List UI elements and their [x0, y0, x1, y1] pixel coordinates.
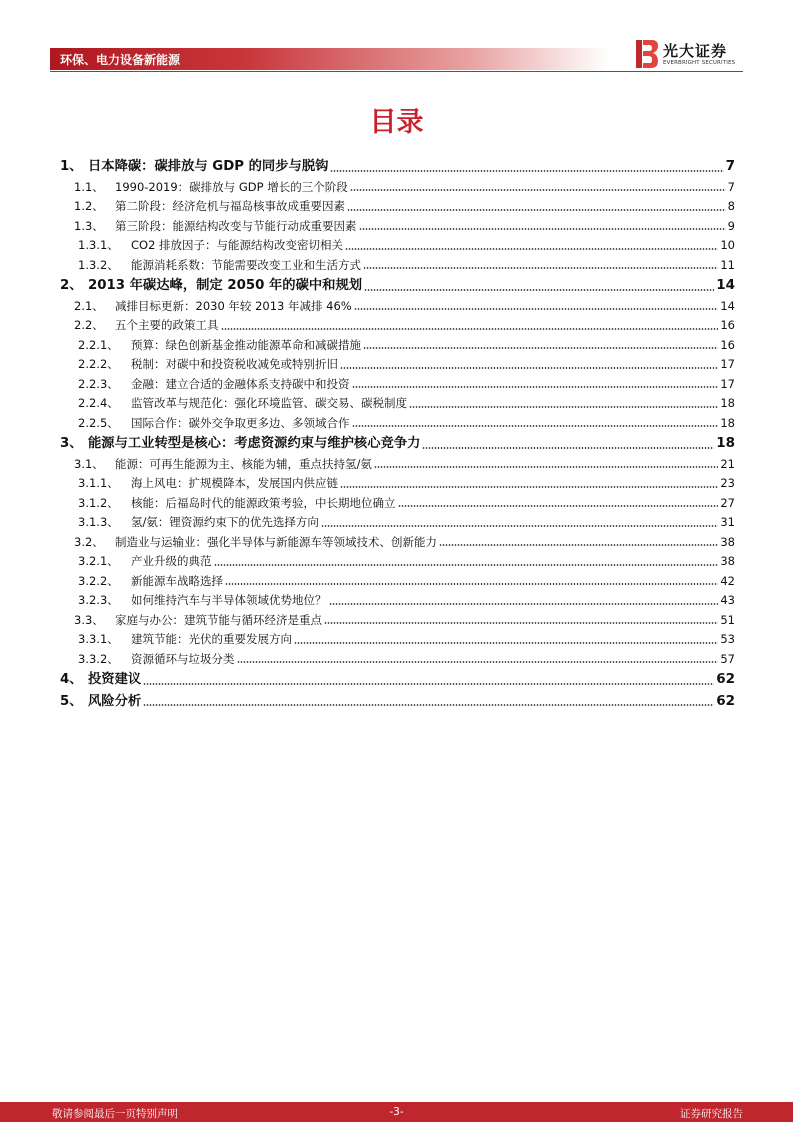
toc-entry-number: 2.2.3、: [78, 376, 119, 391]
toc-entry-number: 2.2.5、: [78, 415, 119, 430]
toc-entry[interactable]: [60, 332, 735, 352]
brand-logo: [636, 38, 746, 72]
toc-dot-leader: [294, 642, 718, 644]
toc-entry[interactable]: [60, 451, 735, 471]
toc-entry-page: 18: [720, 415, 735, 430]
toc-dot-leader: [143, 683, 714, 685]
toc-entry-title: 金融：建立合适的金融体系支持碳中和投资: [131, 376, 350, 391]
toc-entry-number: 3.2.2、: [78, 573, 119, 588]
toc-entry-page: 18: [716, 435, 735, 451]
toc-entry-title: 氢/氨：锂资源约束下的优先选择方向: [131, 515, 319, 529]
toc-entry-page: 7: [727, 179, 735, 194]
toc-entry-number: 2.2.2、: [78, 357, 119, 371]
toc-dot-leader: [345, 248, 718, 250]
toc-entry-title: 第二阶段：经济危机与福岛核事故成重要因素: [115, 199, 345, 213]
toc-entry-number: 3.1.2、: [78, 495, 119, 510]
toc-entry-title: 如何维持汽车与半导体领域优势地位？: [131, 593, 327, 607]
toc-dot-leader: [340, 486, 718, 488]
toc-entry-page: 38: [720, 554, 735, 568]
toc-entry-title: 监管改革与规范化：强化环境监管、碳交易、碳税制度: [131, 396, 407, 410]
toc-entry-number: 2.2.4、: [78, 396, 119, 410]
table-of-contents: [60, 152, 735, 708]
toc-entry-number: 4、: [60, 672, 83, 688]
toc-entry-number: 2.2、: [74, 318, 104, 332]
toc-dot-leader: [350, 189, 726, 191]
toc-entry-page: 23: [720, 476, 735, 490]
toc-entry-title: 1990-2019：碳排放与 GDP 增长的三个阶段: [115, 179, 348, 194]
toc-entry-page: 42: [720, 573, 735, 588]
toc-entry-number: 3.1、: [74, 456, 104, 471]
toc-entry[interactable]: [60, 509, 735, 529]
toc-dot-leader: [330, 170, 723, 172]
toc-entry-title: 减排目标更新：2030 年较 2013 年减排 46%: [115, 298, 352, 313]
toc-entry-page: 62: [716, 692, 735, 709]
toc-entry[interactable]: [60, 587, 735, 607]
toc-entry[interactable]: [60, 607, 735, 627]
toc-entry-title: 能源：可再生能源为主、核能为辅，重点扶持氢/氨: [115, 456, 372, 471]
toc-dot-leader: [439, 544, 718, 546]
toc-dot-leader: [363, 347, 718, 349]
toc-entry-page: 8: [727, 199, 735, 213]
toc-entry-title: 核能：后福岛时代的能源政策考验，中长期地位确立: [131, 495, 396, 510]
toc-entry[interactable]: [60, 232, 735, 252]
toc-entry-number: 1.2、: [74, 199, 104, 213]
toc-entry-page: 7: [725, 158, 735, 174]
toc-entry-number: 3、: [60, 436, 83, 452]
toc-entry-title: CO2 排放因子：与能源结构改变密切相关: [131, 238, 344, 252]
toc-entry-number: 3.3、: [74, 612, 104, 627]
brand-name-en: EVERBRIGHT SECURITIES: [663, 60, 736, 66]
toc-entry-number: 3.2.3、: [78, 593, 119, 607]
toc-dot-leader: [352, 425, 719, 427]
toc-dot-leader: [398, 505, 719, 507]
toc-entry-page: 16: [720, 318, 735, 332]
everbright-logo-icon: [636, 40, 658, 68]
toc-entry-title: 产业升级的典范: [131, 554, 212, 568]
toc-entry-number: 5、: [60, 693, 83, 709]
brand-name-cn: 光大证券: [663, 42, 728, 60]
toc-entry-number: 2.1、: [74, 298, 104, 313]
toc-entry-number: 1.1、: [74, 179, 104, 194]
toc-entry[interactable]: [60, 687, 735, 709]
toc-entry-page: 18: [720, 396, 735, 410]
toc-entry[interactable]: [60, 213, 735, 233]
toc-entry-title: 家庭与办公：建筑节能与循环经济是重点: [115, 612, 322, 627]
toc-dot-leader: [237, 661, 719, 663]
toc-entry[interactable]: [60, 193, 735, 213]
toc-entry[interactable]: [60, 174, 735, 194]
toc-dot-leader: [225, 583, 718, 585]
toc-dot-leader: [340, 367, 718, 369]
toc-entry-page: 17: [720, 357, 735, 371]
toc-entry-number: 3.2.1、: [78, 554, 119, 568]
toc-dot-leader: [374, 466, 718, 468]
footer-doc-type: 证券研究报告: [680, 1108, 743, 1120]
page-number: -3-: [389, 1106, 404, 1118]
toc-entry-title: 资源循环与垃圾分类: [131, 651, 235, 666]
section-label: 环保、电力设备新能源: [60, 53, 181, 67]
toc-dot-leader: [321, 525, 718, 527]
toc-entry-page: 38: [720, 534, 735, 549]
toc-dot-leader: [354, 308, 719, 310]
toc-dot-leader: [352, 386, 719, 388]
toc-entry-page: 11: [720, 257, 735, 272]
toc-entry[interactable]: [60, 529, 735, 549]
toc-entry[interactable]: [60, 312, 735, 332]
toc-entry-page: 62: [716, 671, 735, 687]
toc-entry[interactable]: [60, 252, 735, 272]
toc-entry[interactable]: [60, 470, 735, 490]
toc-entry-page: 9: [727, 218, 735, 233]
toc-entry[interactable]: [60, 410, 735, 430]
toc-entry-title: 2013 年碳达峰，制定 2050 年的碳中和规划: [88, 278, 363, 294]
toc-entry[interactable]: [60, 548, 735, 568]
toc-entry-title: 五个主要的政策工具: [115, 318, 219, 332]
footer-disclaimer: 敬请参阅最后一页特别声明: [52, 1108, 178, 1120]
toc-entry-title: 风险分析: [88, 693, 142, 709]
toc-entry-page: 14: [716, 277, 735, 293]
toc-entry[interactable]: [60, 626, 735, 646]
toc-entry-title: 税制：对碳中和投资税收减免或特别折旧: [131, 357, 338, 371]
toc-entry-number: 3.1.3、: [78, 515, 119, 529]
toc-entry-title: 预算：绿色创新基金推动能源革命和减碳措施: [131, 337, 361, 352]
toc-entry-title: 日本降碳：碳排放与 GDP 的同步与脱钩: [88, 159, 329, 175]
toc-entry-title: 投资建议: [88, 672, 142, 688]
toc-entry-number: 1、: [60, 159, 83, 175]
toc-entry-page: 53: [720, 632, 735, 646]
toc-entry-page: 43: [720, 593, 735, 607]
toc-entry[interactable]: [60, 665, 735, 687]
toc-entry-number: 2、: [60, 278, 83, 294]
toc-dot-leader: [329, 603, 719, 605]
toc-entry-title: 新能源车战略选择: [131, 573, 223, 588]
toc-entry-page: 17: [720, 376, 735, 391]
toc-entry[interactable]: [60, 293, 735, 313]
toc-entry[interactable]: [60, 371, 735, 391]
toc-entry-title: 制造业与运输业：强化半导体与新能源车等领域技术、创新能力: [115, 534, 437, 549]
toc-entry-page: 16: [720, 337, 735, 352]
toc-entry-number: 3.3.1、: [78, 632, 119, 646]
toc-entry-title: 海上风电：扩规模降本，发展国内供应链: [131, 476, 338, 490]
toc-dot-leader: [409, 406, 718, 408]
toc-dot-leader: [363, 267, 718, 269]
toc-dot-leader: [324, 622, 718, 624]
toc-dot-leader: [143, 704, 714, 706]
toc-dot-leader: [221, 328, 719, 330]
toc-entry[interactable]: [60, 351, 735, 371]
toc-entry[interactable]: [60, 390, 735, 410]
toc-dot-leader: [214, 564, 719, 566]
page-title: 目录: [369, 107, 424, 138]
toc-entry[interactable]: [60, 646, 735, 666]
toc-entry[interactable]: [60, 568, 735, 588]
toc-dot-leader: [422, 447, 714, 449]
toc-entry-page: 57: [720, 651, 735, 666]
toc-entry-title: 国际合作：碳外交争取更多边、多领域合作: [131, 415, 350, 430]
toc-entry-page: 31: [720, 515, 735, 529]
toc-dot-leader: [347, 209, 726, 211]
toc-entry[interactable]: [60, 429, 735, 451]
toc-entry-page: 14: [720, 298, 735, 313]
toc-entry-number: 1.3.2、: [78, 257, 119, 272]
toc-entry-page: 21: [720, 456, 735, 471]
toc-entry-title: 第三阶段：能源结构改变与节能行动成重要因素: [115, 218, 357, 233]
toc-entry-page: 10: [720, 238, 735, 252]
header-band: [50, 48, 610, 70]
toc-entry[interactable]: [60, 490, 735, 510]
toc-dot-leader: [359, 228, 726, 230]
toc-entry-number: 1.3、: [74, 218, 104, 233]
toc-entry-number: 3.2、: [74, 534, 104, 549]
toc-entry-number: 3.3.2、: [78, 651, 119, 666]
toc-entry-page: 51: [720, 612, 735, 627]
toc-dot-leader: [364, 289, 714, 291]
toc-entry-title: 能源与工业转型是核心：考虑资源约束与维护核心竞争力: [88, 436, 421, 452]
toc-entry-number: 1.3.1、: [78, 238, 119, 252]
toc-entry-title: 建筑节能：光伏的重要发展方向: [131, 632, 292, 646]
toc-entry-title: 能源消耗系数：节能需要改变工业和生活方式: [131, 257, 361, 272]
toc-entry-number: 2.2.1、: [78, 337, 119, 352]
toc-entry-page: 27: [720, 495, 735, 510]
footer-band: [0, 1102, 793, 1122]
toc-entry[interactable]: [60, 152, 735, 174]
toc-entry[interactable]: [60, 271, 735, 293]
toc-entry-number: 3.1.1、: [78, 476, 119, 490]
